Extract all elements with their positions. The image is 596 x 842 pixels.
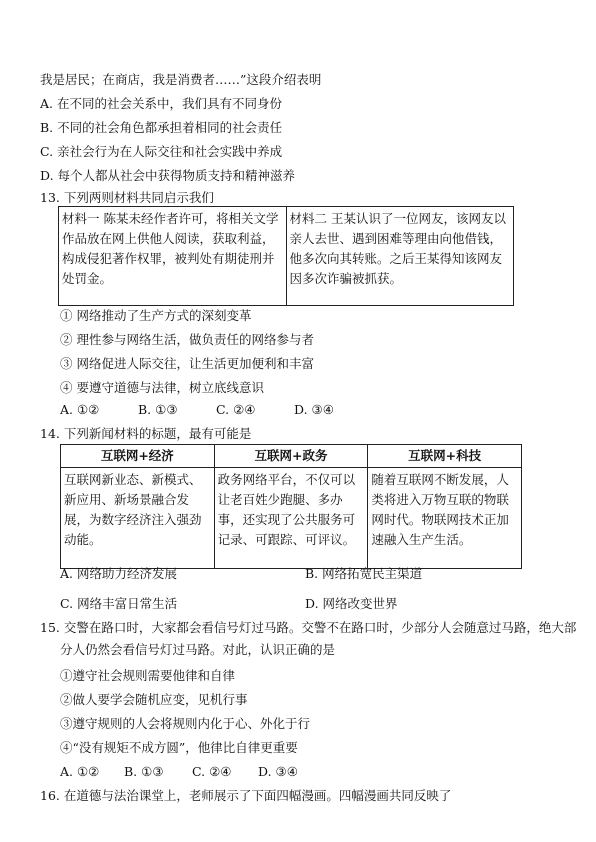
q14-header-government: 互联网+政务 [214, 445, 368, 468]
q14-header-economy: 互联网+经济 [61, 445, 215, 468]
q12-option-b: B. 不同的社会角色都承担着相同的社会责任 [40, 120, 283, 135]
q15-choice-a: A. ①② [60, 764, 100, 779]
q14-option-b: B. 网络拓宽民主渠道 [305, 566, 423, 581]
q13-choice-b: B. ①③ [138, 402, 178, 417]
q14-option-d: D. 网络改变世界 [305, 596, 398, 611]
q13-choice-a: A. ①② [60, 402, 100, 417]
q15-item-3: ③遵守规则的人会将规则内化于心、外化于行 [60, 716, 311, 731]
q14-option-c: C. 网络丰富日常生活 [60, 596, 178, 611]
q16-stem: 16. 在道德与法治课堂上，老师展示了下面四幅漫画。四幅漫画共同反映了 [40, 788, 452, 803]
q15-stem-line-2: 分人仍然会看信号灯过马路。对此，认识正确的是 [60, 642, 336, 657]
q14-news-table [60, 444, 522, 569]
q15-choice-b: B. ①③ [124, 764, 164, 779]
q13-material-table [58, 206, 514, 306]
q15-choice-c: C. ②④ [192, 764, 232, 779]
q12-option-a: A. 在不同的社会关系中，我们具有不同身份 [40, 96, 282, 111]
q14-cell-government: 政务网络平台，不仅可以让老百姓少跑腿、多办事，还实现了公共服务可记录、可跟踪、可评议。 [214, 468, 368, 569]
q13-material-1: 材料一 陈某未经作者许可，将相关文学作品放在网上供他人阅读，获取利益，构成侵犯著作权罪，被判处有期徒刑并处罚金。 [59, 207, 287, 306]
q13-choice-d: D. ③④ [294, 402, 334, 417]
q13-stem: 13. 下列两则材料共同启示我们 [40, 190, 214, 205]
q14-stem: 14. 下列新闻材料的标题，最有可能是 [40, 426, 252, 441]
q13-item-1: ① 网络推动了生产方式的深刻变革 [60, 308, 252, 323]
q13-item-2: ② 理性参与网络生活，做负责任的网络参与者 [60, 332, 314, 347]
q15-item-1: ①遵守社会规则需要他律和自律 [60, 668, 236, 683]
q13-item-4: ④ 要遵守道德与法律，树立底线意识 [60, 380, 264, 395]
q15-stem-line-1: 15. 交警在路口时，大家都会看信号灯过马路。交警不在路口时，少部分人会随意过马路，绝大部 [40, 620, 577, 635]
q13-item-3: ③ 网络促进人际交往，让生活更加便利和丰富 [60, 356, 314, 371]
q13-material-2: 材料二 王某认识了一位网友，该网友以亲人去世、遇到困难等理由向他借钱，他多次向其转账。之后王某得知该网友因多次诈骗被抓获。 [286, 207, 514, 306]
q14-cell-technology: 随着互联网不断发展，人类将进入万物互联的物联网时代。物联网技术正加速融入生产生活。 [368, 468, 522, 569]
q15-choice-d: D. ③④ [258, 764, 298, 779]
q14-cell-economy: 互联网新业态、新模式、新应用、新场景融合发展，为数字经济注入强劲动能。 [61, 468, 215, 569]
q15-item-4: ④“没有规矩不成方圆”，他律比自律更重要 [60, 740, 298, 755]
q12-option-d: D. 每个人都从社会中获得物质支持和精神滋养 [40, 168, 296, 183]
q12-stem: 我是居民；在商店，我是消费者……”这段介绍表明 [40, 72, 322, 87]
q14-option-a: A. 网络助力经济发展 [60, 566, 177, 581]
q14-header-technology: 互联网+科技 [368, 445, 522, 468]
q12-option-c: C. 亲社会行为在人际交往和社会实践中养成 [40, 144, 283, 159]
q13-choice-c: C. ②④ [216, 402, 256, 417]
q15-item-2: ②做人要学会随机应变，见机行事 [60, 692, 248, 707]
